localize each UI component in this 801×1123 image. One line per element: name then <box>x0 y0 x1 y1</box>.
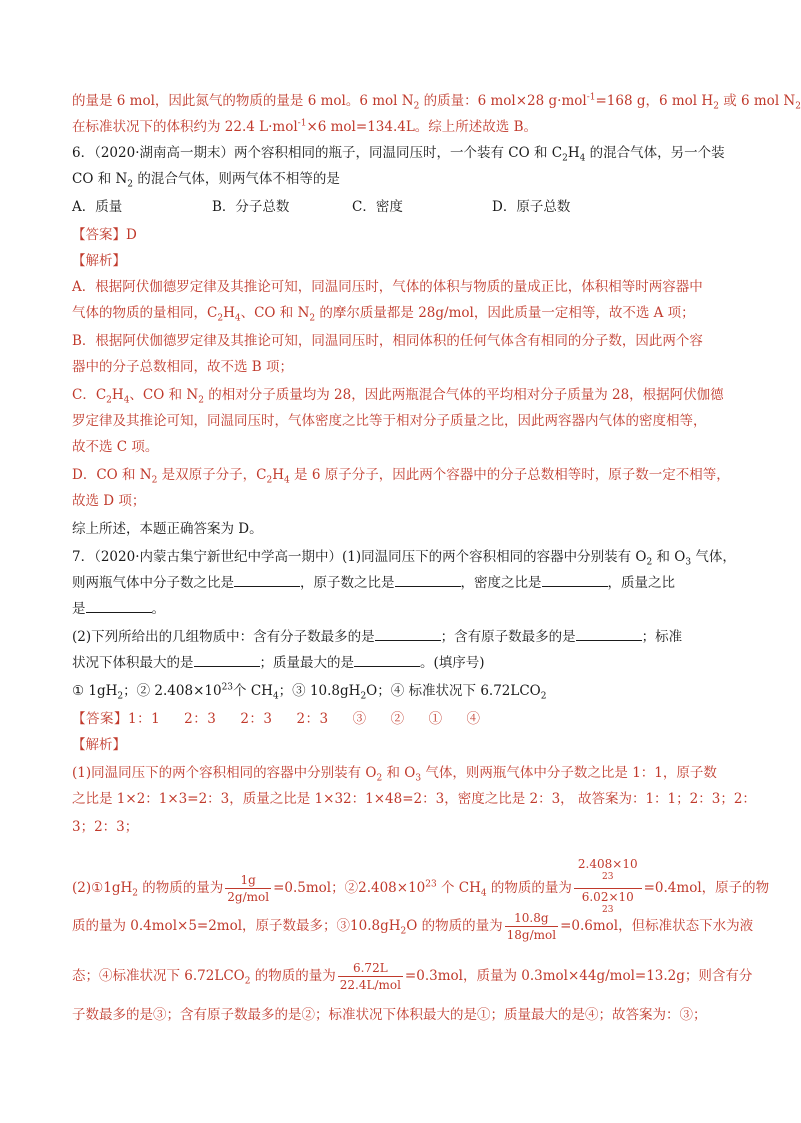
question-7-stem: 是 。 <box>72 601 165 617</box>
analysis-line: 质的量为 0.4mol×5=2mol，原子数最多；$③10.8gH_2O$ 的物质的量为 $\frac{10.8g}{\text{18g/mol}}$ =0.6mol，但标准状态下水为液 <box>72 911 754 942</box>
analysis-line: A．根据阿伏伽德罗定律及其推论可知，同温同压时，气体的体积与物质的量成正比，体积相等时两容器中 <box>72 279 703 295</box>
fraction: 2.408×10 $^{23}$ 6.02×10 $^{23}$ <box>574 856 642 921</box>
fraction: $\frac{6.72L}{\text{22.4L/mol}}$ <box>339 961 401 992</box>
question-7-stem: 7．（2020·内蒙古集宁新世纪中学高一期中）(1)同温同压下的两个容积相同的容器中分别装有 $O_2$ 和 $O_3$ 气体， <box>72 549 736 568</box>
fraction: $\frac{1g}{\text{2g/mol}}$ <box>227 873 270 904</box>
analysis-line: 故不选 C 项。 <box>72 439 159 455</box>
analysis-line: 3；2：3； <box>72 819 139 835</box>
option-a: A．质量 <box>72 199 123 215</box>
analysis-line: (1)同温同压下的两个容积相同的容器中分别装有 $O_2$ 和 $O_3$ 气体，则两瓶气体中分子数之比是 1：1，原子数 <box>72 765 717 784</box>
text-line: 在标准状况下的体积约为 22.4 L·mol$^{-1}$×6 mol=134.4L。综上所述故选 B。 <box>72 118 538 135</box>
analysis-line: 子数最多的是③；含有原子数最多的是②；标准状况下体积最大的是①；质量最大的是④；故答案为：③； <box>72 1007 707 1023</box>
option-c: C．密度 <box>352 199 403 215</box>
answer-blank[interactable] <box>542 574 608 587</box>
analysis-line: D．CO 和 $N_2$ 是双原子分子，$C_2H_4$ 是 6 原子分子，因此两个容器中的分子总数相等时，原子数一定不相等， <box>72 467 730 486</box>
analysis-line: $(2)①1gH_2$ 的物质的量为 $\frac{1g}{\text{2g/mol}}$ =0.5mol；$②2.408\times 10^{23}$ 个 $CH_4$ 的物质的量为 2.408×10 $^{23}$ 6.02×10 $^{23}$ =0.4mol，原子的物 <box>72 856 769 921</box>
answer-line: 【答案】D <box>72 227 137 243</box>
analysis-line: 气体的物质的量相同，$C_2H_4$、CO 和 $N_2$ 的摩尔质量都是 28g/mol，因此质量一定相等，故不选 A 项； <box>72 305 695 324</box>
answer-blank[interactable] <box>194 654 260 667</box>
summary-line: 综上所述，本题正确答案为 D。 <box>72 521 263 537</box>
analysis-line: 之比是 1×2：1×3=2：3，质量之比是 1×32：1×48=2：3，密度之比是 2：3， 故答案为：1：1；2：3；2： <box>72 791 756 807</box>
question-7-stem: 状况下体积最大的是 ；质量最大的是 。(填序号) <box>72 655 485 671</box>
analysis-line: B．根据阿伏伽德罗定律及其推论可知，同温同压时，相同体积的任何气体含有相同的分子数，因此两个容 <box>72 333 703 349</box>
analysis-line: 态；④标准状况下 $6.72LCO_2$ 的物质的量为 $\frac{6.72L}{\text{22.4L/mol}}$ =0.3mol，质量为 0.3mol×44g/mol=13.2g；则含有分 <box>72 961 753 992</box>
option-b: B．分子总数 <box>212 199 290 215</box>
answer-blank[interactable] <box>86 600 152 613</box>
analysis-label: 【解析】 <box>72 737 126 753</box>
answer-blank[interactable] <box>395 574 461 587</box>
question-6-stem: CO 和 $N_2$ 的混合气体，则两气体不相等的是 <box>72 171 340 190</box>
analysis-line: 罗定律及其推论可知，同温同压时，气体密度之比等于相对分子质量之比，因此两容器内气体的密度相等， <box>72 413 707 429</box>
answer-blank[interactable] <box>576 628 642 641</box>
analysis-line: C．$C_2H_4$、CO 和 $N_2$ 的相对分子质量均为 28，因此两瓶混合气体的平均相对分子质量为 28，根据阿伏伽德 <box>72 387 724 406</box>
answer-blank[interactable] <box>354 654 420 667</box>
answer-blank[interactable] <box>375 628 441 641</box>
analysis-label: 【解析】 <box>72 253 126 269</box>
question-6-stem: 6．（2020·湖南高一期末）两个容积相同的瓶子，同温同压时，一个装有 CO 和 $C_2H_4$ 的混合气体，另一个装 <box>72 145 725 164</box>
analysis-line: 器中的分子总数相同，故不选 B 项； <box>72 359 294 375</box>
answer-line: 【答案】1：1 2：3 2：3 2：3 ③ ② ① ④ <box>72 711 481 727</box>
question-7-items: ① $1gH_2$；② $2.408\times 10^{23}$个 $CH_4$；③ $10.8gH_2O$；④ 标准状况下 $6.72LCO_2$ <box>72 682 547 702</box>
analysis-line: 故选 D 项； <box>72 493 146 509</box>
question-6-options <box>72 198 632 216</box>
text-line: 的量是 6 mol，因此氮气的物质的量是 6 mol。6 mol $N_2$ 的质量：6 mol×28 g·mol$^{-1}$=168 g，6 mol $H_2$ 或 6 mol $N_2$ <box>72 92 801 112</box>
answer-blank[interactable] <box>234 574 300 587</box>
option-d: D．原子总数 <box>492 199 571 215</box>
question-7-stem: (2)下列所给出的几组物质中：含有分子数最多的是 ；含有原子数最多的是 ；标准 <box>72 629 683 645</box>
fraction: $\frac{10.8g}{\text{18g/mol}}$ <box>506 911 557 942</box>
question-7-stem: 则两瓶气体中分子数之比是 ，原子数之比是 ，密度之比是 ，质量之比 <box>72 575 675 591</box>
